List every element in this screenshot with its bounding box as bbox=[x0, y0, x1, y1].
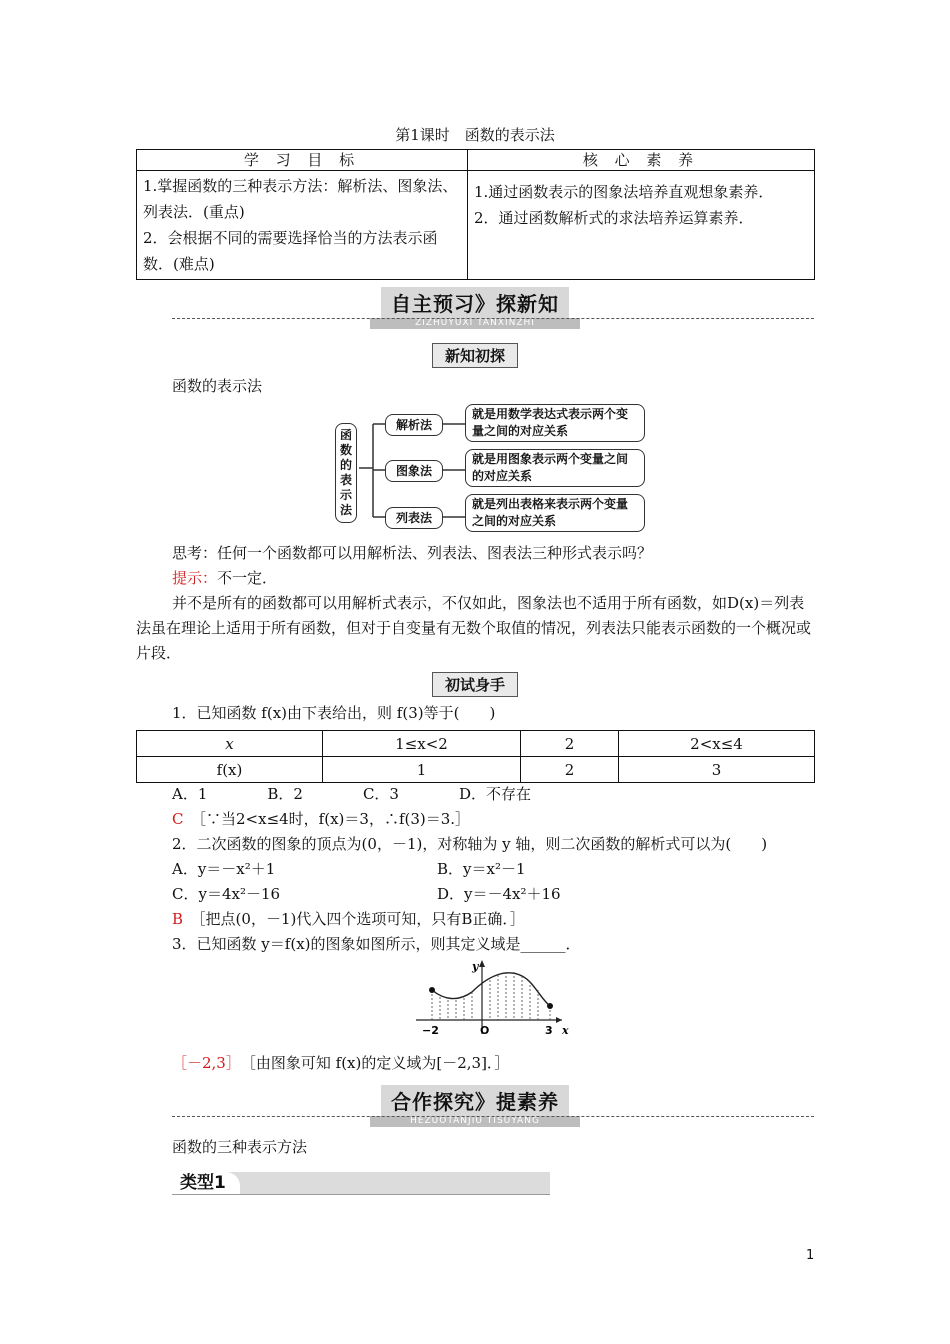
q2-option-a: A．y＝－x²＋1 bbox=[172, 860, 276, 878]
graph-right-tick: 3 bbox=[545, 1024, 553, 1036]
q2-stem: 2．二次函数的图象的顶点为(0，－1)，对称轴为 y 轴，则二次函数的解析式可以为( ) bbox=[172, 835, 768, 853]
literacy-2: 2．通过函数解析式的求法培养运算素养． bbox=[474, 209, 754, 227]
literacy-1: 1.通过函数表示的图象法培养直观想象素养． bbox=[474, 183, 774, 201]
q2-answer: B ［把点(0，－1)代入四个选项可知，只有B正确．］ bbox=[172, 910, 525, 928]
graph-left-tick: −2 bbox=[422, 1024, 439, 1036]
tag-new-knowledge: 新知初探 bbox=[0, 343, 950, 368]
section-heading: 函数的表示法 bbox=[172, 377, 263, 395]
section2-heading: 函数的三种表示方法 bbox=[172, 1138, 308, 1156]
banner-explore-main2: 提素养 bbox=[496, 1090, 559, 1114]
banner-preview bbox=[0, 287, 950, 329]
method-table: 列表法 bbox=[385, 507, 443, 529]
banner-explore bbox=[0, 1085, 950, 1127]
literacy-header: 核 心 素 养 bbox=[468, 150, 815, 171]
graph-y-label: y bbox=[472, 960, 479, 973]
q1-options: A．1 B．2 C．3 D．不存在 bbox=[172, 785, 531, 803]
banner-preview-main: 自主预习 bbox=[391, 292, 475, 316]
q2-option-c: C．y＝4x²－16 bbox=[172, 885, 281, 903]
goal-1: 1.掌握函数的三种表示方法：解析法、图象法、列表法．(重点) bbox=[143, 177, 458, 221]
think-question: 思考：任何一个函数都可以用解析法、列表法、图表法三种形式表示吗？ bbox=[172, 544, 653, 562]
graph-x-label: x bbox=[562, 1024, 569, 1036]
type-label: 类型1 bbox=[172, 1172, 240, 1194]
tag-trial: 初试身手 bbox=[0, 672, 950, 697]
q3-graph bbox=[410, 958, 575, 1036]
banner-arrow-icon: 》 bbox=[475, 292, 496, 316]
banner-preview-sub: ZIZHUYUXI TANXINZHI bbox=[370, 318, 580, 329]
banner-arrow-icon-2: 》 bbox=[475, 1090, 496, 1114]
q1-answer: C ［∵当2<x≤4时，f(x)＝3，∴f(3)＝3.］ bbox=[172, 810, 471, 828]
method-analytic: 解析法 bbox=[385, 414, 443, 436]
divider-2 bbox=[172, 1116, 814, 1117]
page-number: 1 bbox=[806, 1248, 815, 1263]
hint-label: 提示： bbox=[172, 569, 218, 587]
type-bar bbox=[172, 1172, 550, 1195]
q3-answer: ［－2,3］ ［由图象可知 f(x)的定义域为[－2,3]．］ bbox=[172, 1054, 510, 1072]
divider bbox=[172, 318, 814, 319]
diagram-root: 函 数 的 表 示 法 bbox=[335, 423, 357, 523]
representation-diagram bbox=[333, 403, 653, 533]
q3-stem: 3．已知函数 y＝f(x)的图象如图所示，则其定义域是______． bbox=[172, 935, 581, 953]
think-explanation: 并不是所有的函数都可以用解析式表示，不仅如此，图象法也不适用于所有函数，如D(x)＝列表法虽在理论上适用于所有函数，但对于自变量有无数个取值的情况，列表法只能表示函数的一个概况或片段． bbox=[136, 594, 812, 662]
method-table-desc: 就是列出表格来表示两个变量 之间的对应关系 bbox=[465, 494, 645, 532]
graph-origin: O bbox=[480, 1024, 490, 1036]
banner-preview-main2: 探新知 bbox=[496, 292, 559, 316]
objectives-table bbox=[136, 149, 815, 280]
method-graph: 图象法 bbox=[385, 460, 443, 482]
method-analytic-desc: 就是用数学表达式表示两个变 量之间的对应关系 bbox=[465, 404, 645, 442]
q1-table: x 1≤x<2 2 2<x≤4 f(x) 1 2 3 bbox=[136, 730, 815, 783]
q2-option-d: D．y＝－4x²＋16 bbox=[437, 885, 561, 903]
banner-explore-main: 合作探究 bbox=[391, 1090, 475, 1114]
goals-header: 学 习 目 标 bbox=[137, 150, 468, 171]
goal-2: 2．会根据不同的需要选择恰当的方法表示函数．(难点) bbox=[143, 229, 438, 273]
q1-stem: 1．已知函数 f(x)由下表给出，则 f(3)等于( ) bbox=[172, 704, 496, 722]
think-hint: 提示：不一定． bbox=[172, 569, 278, 587]
method-graph-desc: 就是用图象表示两个变量之间 的对应关系 bbox=[465, 449, 645, 487]
lesson-title: 第1课时 函数的表示法 bbox=[395, 126, 555, 144]
q2-option-b: B．y＝x²－1 bbox=[437, 860, 526, 878]
banner-explore-sub: HEZUOTANJIU TISUYANG bbox=[370, 1116, 580, 1127]
